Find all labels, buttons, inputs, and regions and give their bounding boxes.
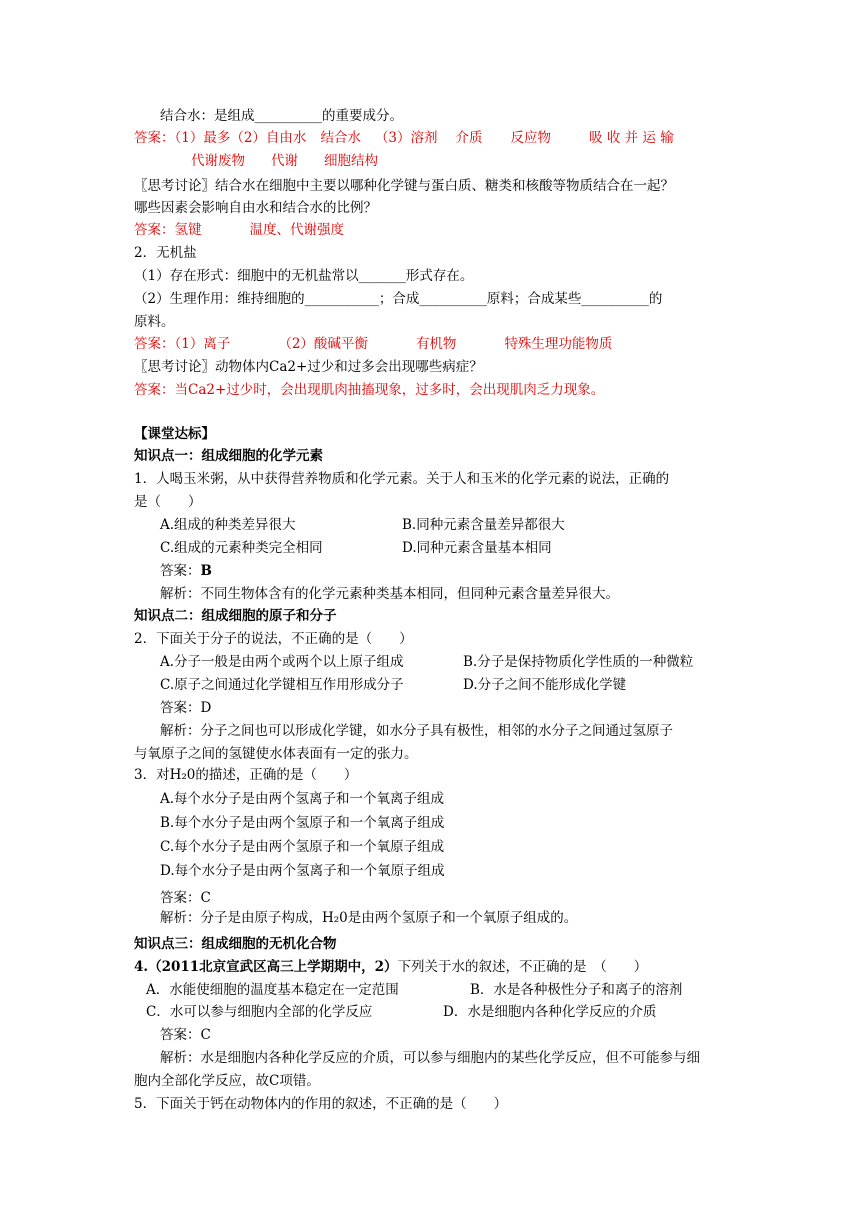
q3-option-c: C.每个水分子是由两个氢原子和一个氧原子组成 xyxy=(160,839,445,855)
answer-text: 特殊生理功能物质 xyxy=(504,336,613,352)
q5-stem: 5．下面关于钙在动物体内的作用的叙述，不正确的是（ ） xyxy=(134,1096,508,1112)
q1-option-d: D.同种元素含量基本相同 xyxy=(402,540,552,556)
answer-text: 介质 xyxy=(455,130,483,146)
discussion-2: 〖思考讨论〗动物体内Ca2+过少和过多会出现哪些病症？ xyxy=(134,359,483,375)
knowledge-point-2: 知识点二：组成细胞的原子和分子 xyxy=(134,608,337,624)
discussion-1-line-1: 〖思考讨论〗结合水在细胞中主要以哪种化学键与蛋白质、糖类和核酸等物质结合在一起？ xyxy=(134,178,674,194)
q1-answer xyxy=(160,561,212,581)
q3-explanation: 解析：分子是由原子构成，H₂0是由两个氢原子和一个氧原子组成的。 xyxy=(160,910,578,926)
q4-number: 4. xyxy=(134,959,149,975)
answer-2 xyxy=(134,220,344,240)
q3-option-b: B.每个水分子是由两个氢原子和一个氧离子组成 xyxy=(160,815,445,831)
q1-explanation: 解析：不同生物体含有的化学元素种类基本相同，但同种元素含量差异很大。 xyxy=(160,586,619,602)
q1-stem-line-1: 1．人喝玉米粥，从中获得营养物质和化学元素。关于人和玉米的化学元素的说法，正确的 xyxy=(134,471,670,487)
answer-text: 有机物 xyxy=(415,336,457,352)
answer-text: 代谢 xyxy=(271,153,298,169)
answer-3 xyxy=(134,334,612,354)
q2-option-b: B.分子是保持物质化学性质的一种微粒 xyxy=(463,654,694,670)
answer-text: 代谢废物 xyxy=(191,153,245,169)
q4-option-b: B．水是各种极性分子和离子的溶剂 xyxy=(470,982,683,998)
q3-stem: 3．对H₂0的描述，正确的是（ ） xyxy=(134,767,358,783)
q2-explanation-line-1: 解析：分子之间也可以形成化学键，如水分子具有极性，相邻的水分子之间通过氢原子 xyxy=(160,723,673,739)
q4-answer: 答案：C xyxy=(160,1027,211,1043)
q3-option-a: A.每个水分子是由两个氢离子和一个氧离子组成 xyxy=(160,791,445,807)
answer-text: 反应物 xyxy=(510,130,552,146)
q2-option-c: C.原子之间通过化学键相互作用形成分子 xyxy=(160,677,404,693)
answer-text: 温度、代谢强度 xyxy=(249,222,344,238)
answer-value: B xyxy=(200,563,212,579)
answer-text: （2）酸碱平衡 xyxy=(278,336,368,352)
answer-label: 答案： xyxy=(160,563,201,579)
answer-text: 答案：氢键 xyxy=(134,222,202,238)
salt-function-line-1: （2）生理作用：维持细胞的___________；合成__________原料；合成某些__________的 xyxy=(134,291,663,307)
salt-heading: 2．无机盐 xyxy=(134,245,197,261)
discussion-1-line-2: 哪些因素会影响自由水和结合水的比例？ xyxy=(134,200,377,216)
answer-label: 答案： xyxy=(134,130,175,146)
section-title: 【课堂达标】 xyxy=(134,426,215,442)
q4-explanation-line-2: 胞内全部化学反应，故C项错。 xyxy=(134,1073,320,1089)
knowledge-point-3: 知识点三：组成细胞的无机化合物 xyxy=(134,936,337,952)
salt-function-line-2: 原料。 xyxy=(134,314,175,330)
q4-stem-text: 下列关于水的叙述，不正确的是 （ ） xyxy=(397,959,648,975)
q1-option-b: B.同种元素含量差异都很大 xyxy=(402,517,565,533)
q2-explanation-line-2: 与氧原子之间的氢键使水体表面有一定的张力。 xyxy=(134,746,418,762)
q3-answer: 答案：C xyxy=(160,890,211,906)
q4-option-c: C．水可以参与细胞内全部的化学反应 xyxy=(146,1004,373,1020)
q4-option-d: D．水是细胞内各种化学反应的介质 xyxy=(443,1004,657,1020)
answer-text: 吸 收 并 运 输 xyxy=(589,130,674,146)
answer-text: （1）最多（2）自由水 xyxy=(174,130,307,146)
q4-stem xyxy=(134,957,647,977)
q4-option-a: A．水能使细胞的温度基本稳定在一定范围 xyxy=(146,982,399,998)
knowledge-point-1: 知识点一：组成细胞的化学元素 xyxy=(134,448,323,464)
answer-text: （3）溶剂 xyxy=(374,130,438,146)
answer-text: 细胞结构 xyxy=(324,153,378,169)
q2-stem: 2．下面关于分子的说法，不正确的是（ ） xyxy=(134,631,413,647)
answer-1-line-2 xyxy=(191,151,378,171)
q4-source: （2011北京宣武区高三上学期期中，2） xyxy=(148,959,398,975)
answer-text: 答案：（1）离子 xyxy=(134,336,231,352)
q1-option-c: C.组成的元素种类完全相同 xyxy=(160,540,323,556)
q3-option-d: D.每个水分子是由两个氢离子和一个氧原子组成 xyxy=(160,863,445,879)
q1-option-a: A.组成的种类差异很大 xyxy=(160,517,296,533)
answer-4: 答案：当Ca2+过少时，会出现肌肉抽搐现象，过多时，会出现肌肉乏力现象。 xyxy=(134,382,605,398)
q2-answer: 答案：D xyxy=(160,700,212,716)
q1-stem-line-2: 是（ ） xyxy=(134,494,202,510)
answer-text: 结合水 xyxy=(320,130,361,146)
salt-form: （1）存在形式：细胞中的无机盐常以_______形式存在。 xyxy=(134,268,474,284)
q2-option-a: A.分子一般是由两个或两个以上原子组成 xyxy=(160,654,404,670)
answer-1-line-1 xyxy=(134,128,674,148)
bound-water-line: 结合水：是组成__________的重要成分。 xyxy=(160,108,403,124)
q4-explanation-line-1: 解析：水是细胞内各种化学反应的介质，可以参与细胞内的某些化学反应，但不可能参与细 xyxy=(160,1050,700,1066)
q2-option-d: D.分子之间不能形成化学键 xyxy=(463,677,627,693)
